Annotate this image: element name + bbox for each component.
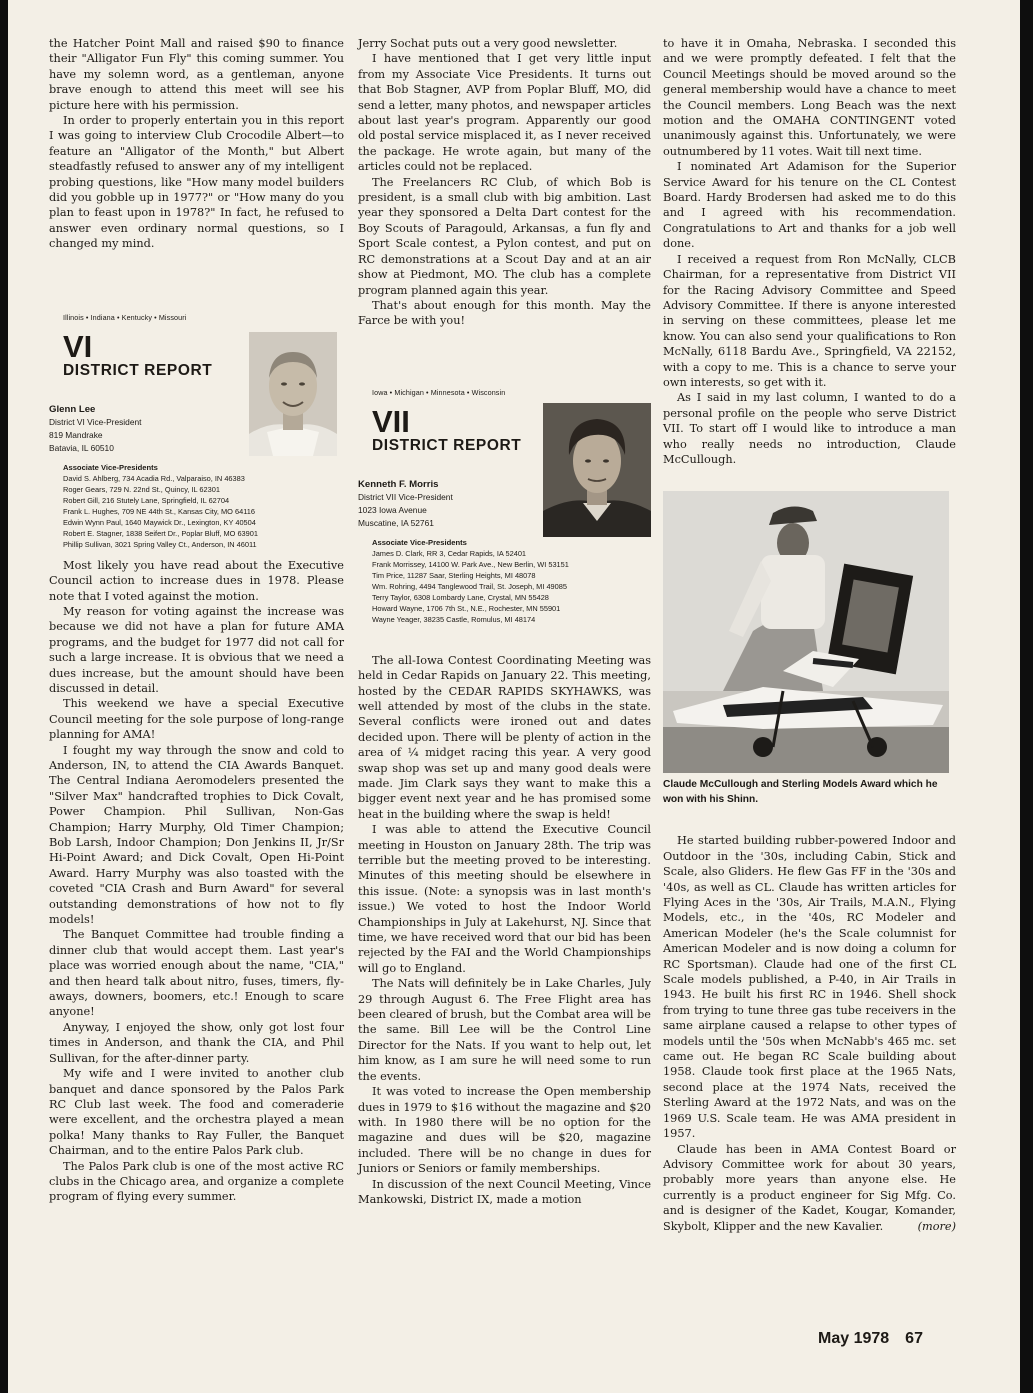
paragraph: Anyway, I enjoyed the show, only got lost four times in Anderson, and thank the CIA, and Phil Sullivan, for the after-dinner party. — [49, 1020, 344, 1065]
paragraph: Jerry Sochat puts out a very good newsletter. — [358, 37, 618, 50]
assoc-vp: James D. Clark, RR 3, Cedar Rapids, IA 52401 — [372, 548, 527, 558]
paragraph: Claude has been in AMA Contest Board or Advisory Committee work for about 30 years, probably more years than anyone else. He currently is a product engineer for Sig Mfg. Co. and is designer of the Kadet, Kougar, Komander, Skybolt, Klipper and the new Kavalier. — [663, 1142, 956, 1233]
vp-city: Batavia, IL 60510 — [49, 442, 114, 453]
paragraph: I nominated Art Adamison for the Superior Service Award for his tenure on the CL Contest Board. Hardy Brodersen had asked me to do this and I agreed with his recommendation. Congratulations to Art and thanks for a job well done. — [663, 160, 956, 251]
district-report-title: DISTRICT REPORT — [372, 437, 522, 455]
assoc-title: Associate Vice-Presidents — [63, 462, 158, 472]
assoc-vp: Wayne Yeager, 38235 Castle, Romulus, MI 48174 — [372, 615, 536, 625]
glenn-lee-portrait — [249, 332, 337, 456]
assoc-vp: Howard Wayne, 1706 7th St., N.E., Rochester, MN 55901 — [372, 604, 561, 613]
paragraph: I have mentioned that I get very little input from my Associate Vice Presidents. It turns out that Bob Stagner, AVP from Poplar Bluff, MO, did send a letter, many photos, and newspaper articles about last year's program. Apparently our good old postal service misplaced it, as I never received the package. He wrote again, but many of the articles could not be replaced. — [358, 52, 651, 174]
district-vi-header — [49, 310, 344, 558]
column-2 — [358, 36, 651, 1207]
paragraph: The Freelancers RC Club, of which Bob is president, is a small club with big ambition. Last year they sponsored a Delta Dart contest for the Boy Scouts of Paragould, Arkansas, a fun fly and Sport Scale contest, a Pylon contest, and put on RC demonstrations at a Scout Day and at an air show at Piedmont, MO. The club has a complete program planned again this year. — [358, 175, 651, 297]
assoc-vp: Robert Gill, 216 Stutely Lane, Springfield, IL 62704 — [63, 495, 230, 505]
district-numeral: VI — [63, 329, 93, 365]
assoc-vp: Wm. Rohring, 4494 Tanglewood Trail, St. Joseph, MI 49085 — [372, 581, 567, 591]
issue-date: May 1978 — [818, 1330, 890, 1347]
paragraph: The Nats will definitely be in Lake Charles, July 29 through August 6. The Free Flight area has been cleared of brush, but the Combat area will be the same. Bill Lee will be the Control Line Director for the Nats. If you want to help out, let him know, as I am sure he will need some to run the events. — [358, 977, 651, 1083]
paragraph: Most likely you have read about the Executive Council action to increase dues in 1978. Please note that I voted against the motion. — [49, 558, 344, 603]
vp-city: Muscatine, IA 52761 — [358, 517, 434, 528]
paragraph: It was voted to increase the Open membership dues in 1979 to $16 without the magazine and $20 with. In 1980 there will be no option for the magazine and dues will be $20, magazine included. There will be no change in dues for Juniors or Seniors or family memberships. — [358, 1085, 651, 1176]
assoc-title: Associate Vice-Presidents — [372, 537, 467, 547]
district-report-title: DISTRICT REPORT — [63, 362, 213, 380]
vp-street: 1023 Iowa Avenue — [358, 504, 427, 515]
assoc-vp: Edwin Wynn Paul, 1640 Maywick Dr., Lexington, KY 40504 — [63, 517, 256, 527]
paragraph: My wife and I were invited to another club banquet and dance sponsored by the Palos Park RC Club last week. The food and comeraderie were excellent, and the orchestra played a mean polka! Many thanks to Ray Fuller, the Banquet Chairman, and to the entire Palos Park club. — [49, 1067, 344, 1158]
vp-role: District VII Vice-President — [358, 491, 453, 502]
vp-name: Kenneth F. Morris — [358, 478, 439, 490]
assoc-vp: Robert E. Stagner, 1838 Seifert Dr., Poplar Bluff, MO 63901 — [63, 528, 259, 538]
paragraph: In discussion of the next Council Meeting, Vince Mankowski, District IX, made a motion — [358, 1177, 651, 1206]
paragraph: The all-Iowa Contest Coordinating Meeting was held in Cedar Rapids on January 22. This meeting, hosted by the CEDAR RAPIDS SKYHAWKS, was well attended by most of the clubs in the state. Several conflicts were ironed out and dates decided upon. There will be plenty of action in the area of ¼ midget racing this year. A very good swap shop was set up and many good deals were made. Jim Clark says they want to make this a bigger event next year and he has promised some heat in the building where the swap is held! — [358, 653, 651, 821]
column-3 — [663, 36, 956, 1234]
assoc-list — [49, 473, 344, 551]
paragraph: My reason for voting against the increase was because we did not have a plan for future AMA programs, and the budget for 1977 did not call for such a large increase. It is obvious that we need a dues increase, but the amount should have been discussed in detail. — [49, 604, 344, 695]
page-footer — [818, 1330, 923, 1348]
paragraph: I received a request from Ron McNally, CLCB Chairman, for a representative from District VII for the Racing Advisory Committee and Speed Advisory Committee. If there is anyone interested in serving on these committees, please let me know. You can also send your qualifications to Ron McNally, 6118 Bardu Ave., Springfield, VA 22152, with a copy to me. This is a chance to serve your own interests, so get with it. — [663, 252, 956, 389]
assoc-vp: Terry Taylor, 6308 Lombardy Lane, Crystal, MN 55428 — [372, 592, 549, 602]
district-vii-report — [358, 653, 651, 1208]
paragraph: He started building rubber-powered Indoor and Outdoor in the '30s, including Cabin, Stick and Scale, also Gliders. He flew Gas FF in the '30s and '40s, as well as CL. Claude has written articles for Flying Aces in the '30s, Air Trails, M.A.N., Flying Models, etc., in the '40s, RC Modeler and American Modeler (he's the Scale columnist for American Modeler and is now doing a column for RC Sportsman). Claude had one of the first CL Scale models published, a P-40, in Air Trails in 1943. He built his first RC in 1946. Shell shock from trying to tune three gas tube receivers in the same airplane caused a relapse to other types of models until the '50s when McNabb's 465 mc. set came out. He began RC Scale building about 1958. Claude took first place at the 1965 Nats, second place at the 1974 Nats, received the Sterling Award at the 1972 Nats, and was on the 1969 U.S. Scale team. He was AMA president in 1957. — [663, 834, 956, 1141]
district-states: Iowa • Michigan • Minnesota • Wisconsin — [372, 387, 506, 397]
paragraph: The Palos Park club is one of the most active RC clubs in the Chicago area, and organize a complete program of flying every summer. — [49, 1159, 344, 1204]
column-1 — [49, 36, 344, 1205]
assoc-list — [358, 548, 651, 626]
assoc-vp: Tim Price, 11287 Saar, Sterling Heights, MI 48078 — [372, 570, 536, 580]
vp-name: Glenn Lee — [49, 403, 96, 415]
assoc-vp: Roger Gears, 729 N. 22nd St., Quincy, IL 62301 — [63, 484, 220, 494]
assoc-vp: Frank Morrissey, 14100 W. Park Ave., New Berlin, WI 53151 — [372, 559, 569, 569]
mccullough-profile — [663, 833, 956, 1234]
district-vi-report — [49, 558, 344, 1205]
assoc-vp: David S. Ahlberg, 734 Acadia Rd., Valparaiso, IN 46383 — [63, 473, 245, 483]
magazine-page — [8, 0, 1020, 1393]
paragraph: to have it in Omaha, Nebraska. I seconded this and we were promptly defeated. I felt that the Council Meetings should be moved around so the general membership would have a chance to meet the Council members. Long Beach was the next motion and the OMAHA CONTINGENT voted unanimously against this. Unfortunately, we were outnumbered by 11 votes. Wait till next time. — [663, 37, 956, 158]
district-states: Illinois • Indiana • Kentucky • Missouri — [63, 312, 187, 322]
paragraph: That's about enough for this month. May the Farce be with you! — [358, 298, 651, 328]
district-vii-header — [358, 385, 651, 653]
photo-caption: Claude McCullough and Sterling Models Award which he won with his Shinn. — [663, 779, 938, 806]
vp-street: 819 Mandrake — [49, 429, 103, 440]
paragraph: The Banquet Committee had trouble finding a dinner club that would accept them. Last year's place was worried enough about the name, "CIA," and then heard talk about nitro, fuses, timers, fly-aways, downers, boomers, etc.! Enough to scare anyone! — [49, 928, 344, 1019]
vp-role: District VI Vice-President — [49, 416, 142, 427]
assoc-vp: Frank L. Hughes, 709 NE 44th St., Kansas City, MO 64116 — [63, 506, 255, 516]
paragraph: In order to properly entertain you in this report I was going to interview Club Crocodile Albert—to feature an "Alligator of the Month," but Albert steadfastly refused to answer any of my intelligent probing questions, like "How many model builders did you gobble up in 1977?" or "How many do you plan to feast upon in 1978?" In fact, he refused to answer even ordinary normal questions, so I changed my mind. — [49, 114, 344, 251]
kenneth-morris-portrait — [543, 403, 651, 537]
page-number: 67 — [905, 1330, 923, 1347]
assoc-vp: Phillip Sullivan, 3021 Spring Valley Ct., Anderson, IN 46011 — [63, 540, 257, 550]
paragraph: I fought my way through the snow and cold to Anderson, IN, to attend the CIA Awards Banquet. The Central Indiana Aeromodelers presented the "Silver Max" handcrafted trophies to Dick Covalt, Power Champion. Phil Sullivan, Non-Gas Champion; Harry Murphy, Old Timer Champion; Bob Larsh, Indoor Champion; Don Jenkins II, Jr/Sr Hi-Point Award; and Dick Covalt, Open Hi-Point Award. Harry Murphy was also toasted with the coveted "CIA Crash and Burn Award" for several outstanding demonstrations of how not to fly models! — [49, 743, 344, 927]
mccullough-photo — [663, 491, 949, 773]
paragraph: This weekend we have a special Executive Council meeting for the sole purpose of long-range planning for AMA! — [49, 697, 344, 742]
paragraph: As I said in my last column, I wanted to do a personal profile on the people who serve District VII. To start off I would like to introduce a man who really needs no introduction, Claude McCullough. — [663, 391, 956, 466]
paragraph: the Hatcher Point Mall and raised $90 to finance their "Alligator Fun Fly" this coming summer. You have my solemn word, as a gentleman, anyone brave enough to attend this meet will see his picture here with his permission. — [49, 37, 344, 112]
district-numeral: VII — [372, 404, 410, 440]
more-label: (more) — [917, 1219, 956, 1233]
paragraph: I was able to attend the Executive Council meeting in Houston on January 28th. The trip was terrible but the meeting proved to be interesting. Minutes of this meeting should be elsewhere in this issue. (Note: a synopsis was in last month's issue.) We voted to host the Indoor World Championships in July at Lakehurst, NJ. Since that time, we have received word that our bid has been rejected by the FAI and the World Championships will go to England. — [358, 823, 651, 975]
